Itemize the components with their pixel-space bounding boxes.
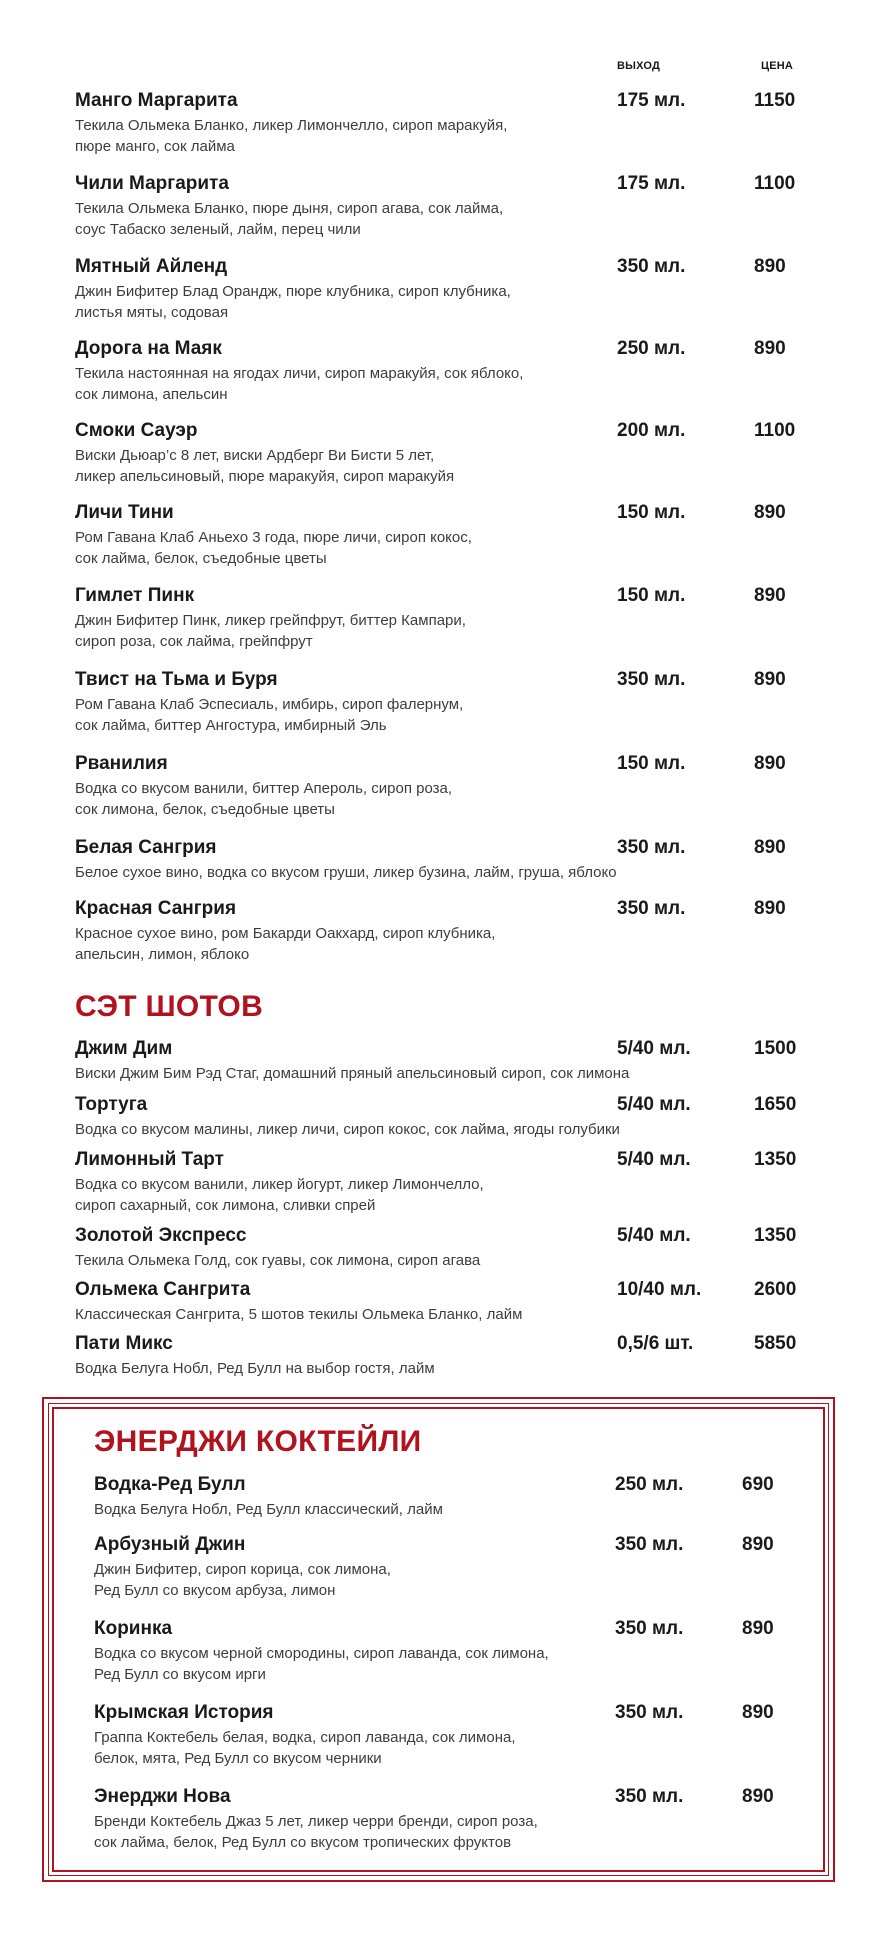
item-description	[75, 1174, 635, 1216]
item-volume: 150 мл.	[617, 502, 686, 523]
item-price: 1500	[754, 1038, 797, 1059]
item-volume: 200 мл.	[617, 420, 686, 441]
item-name: Арбузный Джин	[94, 1534, 246, 1555]
item-name: Коринка	[94, 1618, 173, 1639]
item-name: Пати Микс	[75, 1333, 173, 1354]
item-volume: 150 мл.	[617, 585, 686, 606]
item-name: Лимонный Тарт	[75, 1149, 224, 1170]
desc-line: белок, мята, Ред Булл со вкусом черники	[94, 1750, 382, 1767]
item-price: 1150	[754, 90, 796, 111]
item-volume: 350 мл.	[617, 837, 686, 858]
desc-line: Граппа Коктебель белая, водка, сироп лаванда, сок лимона,	[94, 1729, 516, 1746]
item-volume: 350 мл.	[615, 1618, 684, 1639]
desc-line: Ром Гавана Клаб Эспесиаль, имбирь, сироп фалернум,	[75, 696, 464, 713]
item-price: 1100	[754, 173, 796, 194]
item-description	[94, 1643, 654, 1685]
desc-line: ликер апельсиновый, пюре маракуйя, сироп маракуйя	[75, 468, 455, 485]
desc-line: пюре манго, сок лайма	[75, 138, 235, 155]
desc-line: Белое сухое вино, водка со вкусом груши, ликер бузина, лайм, груша, яблоко	[75, 864, 617, 881]
item-name: Твист на Тьма и Буря	[75, 669, 278, 690]
item-price: 1100	[754, 420, 796, 441]
item-description	[75, 1304, 635, 1325]
item-price: 5850	[754, 1333, 797, 1354]
item-price: 1350	[754, 1149, 797, 1170]
energy-section-title: ЭНЕРДЖИ КОКТЕЙЛИ	[94, 1425, 422, 1458]
item-description	[94, 1559, 654, 1601]
item-price: 1650	[754, 1094, 797, 1115]
item-price: 890	[754, 256, 786, 277]
item-name: Ольмека Сангрита	[75, 1279, 251, 1300]
item-description	[75, 1358, 635, 1379]
item-description	[75, 1063, 635, 1084]
item-price: 890	[754, 502, 786, 523]
item-name: Тортуга	[75, 1094, 148, 1115]
item-description	[94, 1727, 654, 1769]
desc-line: Виски Джим Бим Рэд Стаг, домашний пряный апельсиновый сироп, сок лимона	[75, 1065, 630, 1082]
item-price: 890	[754, 898, 786, 919]
item-description	[75, 923, 635, 965]
item-price: 2600	[754, 1279, 797, 1300]
item-description	[75, 1250, 635, 1271]
item-name: Красная Сангрия	[75, 898, 237, 919]
item-name: Рванилия	[75, 753, 168, 774]
desc-line: Текила Ольмека Бланко, ликер Лимончелло, сироп маракуйя,	[75, 117, 508, 134]
item-price: 890	[742, 1702, 774, 1723]
item-volume: 5/40 мл.	[617, 1149, 691, 1170]
item-description	[75, 694, 635, 736]
item-description	[75, 1119, 635, 1140]
item-name: Джим Дим	[75, 1038, 173, 1059]
desc-line: Водка со вкусом черной смородины, сироп лаванда, сок лимона,	[94, 1645, 549, 1662]
item-description	[75, 115, 635, 157]
item-name: Чили Маргарита	[75, 173, 229, 194]
item-name: Манго Маргарита	[75, 90, 238, 111]
desc-line: листья мяты, содовая	[75, 304, 229, 321]
desc-line: Джин Бифитер Пинк, ликер грейпфрут, биттер Кампари,	[75, 612, 466, 629]
item-name: Белая Сангрия	[75, 837, 217, 858]
item-volume: 250 мл.	[617, 338, 686, 359]
item-volume: 5/40 мл.	[617, 1038, 691, 1059]
item-volume: 250 мл.	[615, 1474, 684, 1495]
item-volume: 350 мл.	[615, 1534, 684, 1555]
item-volume: 0,5/6 шт.	[617, 1333, 694, 1354]
item-description	[75, 445, 635, 487]
item-volume: 10/40 мл.	[617, 1279, 702, 1300]
item-description	[94, 1499, 654, 1520]
item-volume: 175 мл.	[617, 90, 686, 111]
item-price: 890	[754, 669, 786, 690]
desc-line: сок лайма, биттер Ангостура, имбирный Эль	[75, 717, 387, 734]
desc-line: сок лайма, белок, съедобные цветы	[75, 550, 327, 567]
shots-section-title: СЭТ ШОТОВ	[75, 990, 264, 1023]
item-price: 890	[742, 1534, 774, 1555]
item-price: 890	[754, 837, 786, 858]
desc-line: сироп сахарный, сок лимона, сливки спрей	[75, 1197, 376, 1214]
item-volume: 5/40 мл.	[617, 1225, 691, 1246]
item-volume: 350 мл.	[615, 1786, 684, 1807]
item-description	[75, 778, 635, 820]
item-description	[75, 862, 635, 883]
desc-line: Текила Ольмека Голд, сок гуавы, сок лимона, сироп агава	[75, 1252, 481, 1269]
item-description	[75, 281, 635, 323]
desc-line: сок лимона, апельсин	[75, 386, 228, 403]
item-price: 690	[742, 1474, 774, 1495]
item-name: Мятный Айленд	[75, 256, 228, 277]
item-price: 890	[742, 1786, 774, 1807]
desc-line: Джин Бифитер, сироп корица, сок лимона,	[94, 1561, 391, 1578]
desc-line: Водка Белуга Нобл, Ред Булл на выбор гостя, лайм	[75, 1360, 435, 1377]
desc-line: Текила настоянная на ягодах личи, сироп маракуйя, сок яблоко,	[75, 365, 524, 382]
item-description	[75, 527, 635, 569]
desc-line: Ред Булл со вкусом арбуза, лимон	[94, 1582, 336, 1599]
desc-line: Текила Ольмека Бланко, пюре дыня, сироп агава, сок лайма,	[75, 200, 504, 217]
item-description	[94, 1811, 654, 1853]
desc-line: Ром Гавана Клаб Аньехо 3 года, пюре личи, сироп кокос,	[75, 529, 472, 546]
desc-line: Виски Дьюар’с 8 лет, виски Ардберг Ви Бисти 5 лет,	[75, 447, 435, 464]
item-price: 890	[754, 585, 786, 606]
desc-line: Водка со вкусом ванили, ликер йогурт, ликер Лимончелло,	[75, 1176, 484, 1193]
item-name: Водка-Ред Булл	[94, 1474, 246, 1495]
item-name: Дорога на Маяк	[75, 338, 222, 359]
item-price: 890	[754, 753, 786, 774]
column-headers	[0, 60, 875, 76]
desc-line: Бренди Коктебель Джаз 5 лет, ликер черри бренди, сироп роза,	[94, 1813, 538, 1830]
item-volume: 350 мл.	[617, 256, 686, 277]
item-description	[75, 610, 635, 652]
item-price: 890	[742, 1618, 774, 1639]
output-column-header: ВЫХОД	[617, 60, 661, 72]
item-name: Гимлет Пинк	[75, 585, 195, 606]
desc-line: сок лимона, белок, съедобные цветы	[75, 801, 335, 818]
desc-line: Джин Бифитер Блад Орандж, пюре клубника, сироп клубника,	[75, 283, 511, 300]
price-column-header: ЦЕНА	[761, 60, 794, 72]
item-volume: 350 мл.	[617, 898, 686, 919]
desc-line: Ред Булл со вкусом ирги	[94, 1666, 266, 1683]
desc-line: сироп роза, сок лайма, грейпфрут	[75, 633, 313, 650]
desc-line: Водка Белуга Нобл, Ред Булл классический, лайм	[94, 1501, 443, 1518]
item-name: Смоки Сауэр	[75, 420, 198, 441]
desc-line: соус Табаско зеленый, лайм, перец чили	[75, 221, 361, 238]
desc-line: апельсин, лимон, яблоко	[75, 946, 250, 963]
item-volume: 5/40 мл.	[617, 1094, 691, 1115]
desc-line: Водка со вкусом малины, ликер личи, сироп кокос, сок лайма, ягоды голубики	[75, 1121, 620, 1138]
item-name: Золотой Экспресс	[75, 1225, 247, 1246]
desc-line: Красное сухое вино, ром Бакарди Оакхард, сироп клубника,	[75, 925, 496, 942]
item-volume: 150 мл.	[617, 753, 686, 774]
item-price: 890	[754, 338, 786, 359]
item-volume: 350 мл.	[615, 1702, 684, 1723]
desc-line: сок лайма, белок, Ред Булл со вкусом тропических фруктов	[94, 1834, 512, 1851]
item-volume: 175 мл.	[617, 173, 686, 194]
item-name: Энерджи Нова	[94, 1786, 231, 1807]
desc-line: Водка со вкусом ванили, биттер Апероль, сироп роза,	[75, 780, 453, 797]
item-price: 1350	[754, 1225, 797, 1246]
item-volume: 350 мл.	[617, 669, 686, 690]
item-description	[75, 363, 635, 405]
item-name: Крымская История	[94, 1702, 274, 1723]
desc-line: Классическая Сангрита, 5 шотов текилы Ольмека Бланко, лайм	[75, 1306, 523, 1323]
item-description	[75, 198, 635, 240]
item-name: Личи Тини	[75, 502, 174, 523]
